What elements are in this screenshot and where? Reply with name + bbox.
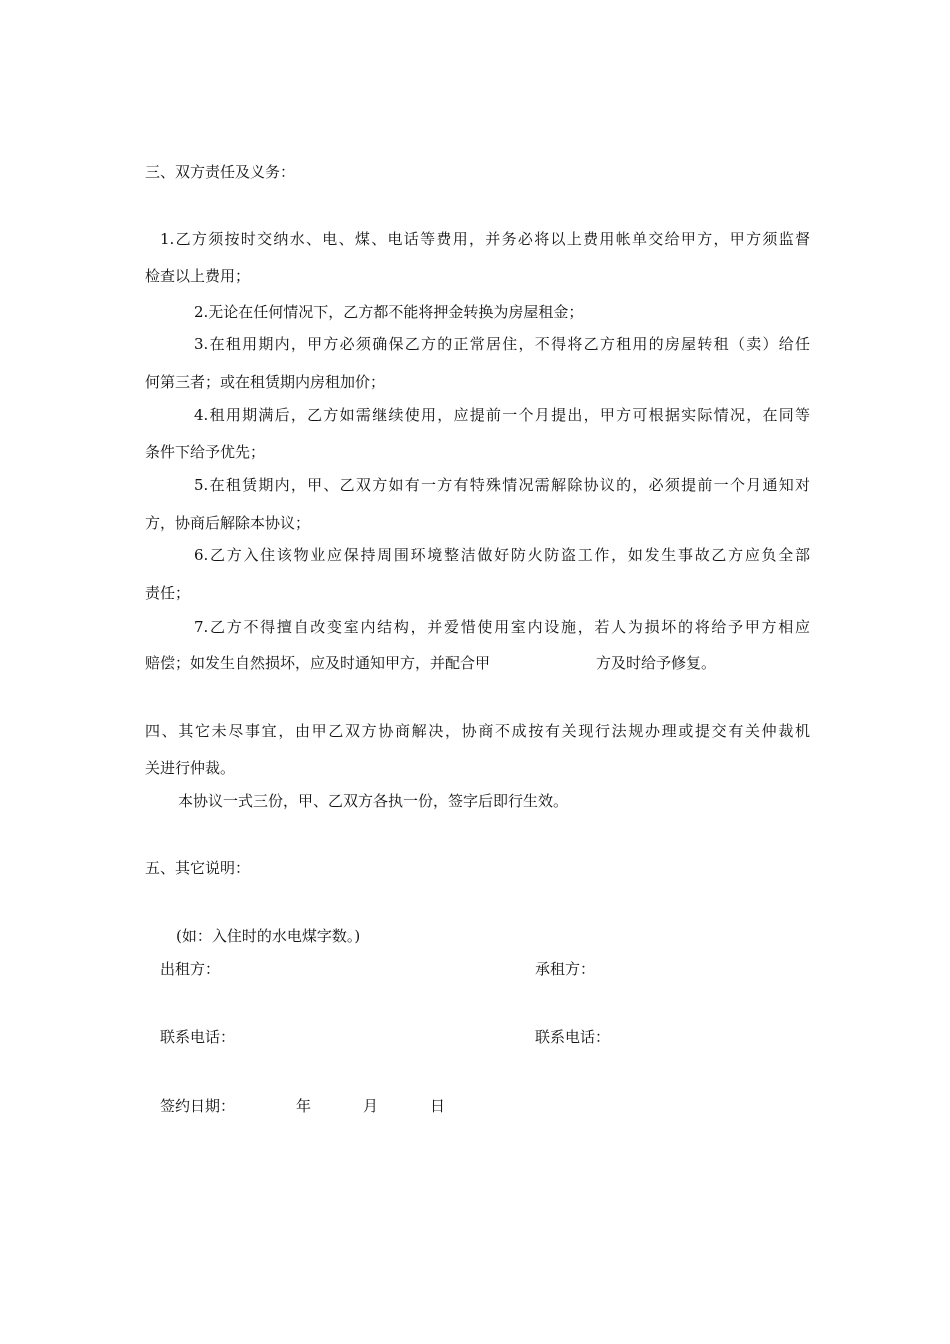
copies-statement: 本协议一式三份，甲、乙双方各执一份，签字后即行生效。	[178, 792, 569, 810]
item4-line2: 条件下给予优先；	[145, 443, 266, 461]
item6-line2: 责任；	[145, 584, 191, 602]
item3-line2: 何第三者；或在租赁期内房租加价；	[145, 373, 386, 391]
date-day: 日	[430, 1097, 446, 1115]
date-month: 月	[363, 1097, 379, 1115]
item2: 2.无论在任何情况下，乙方都不能将押金转换为房屋租金；	[194, 303, 584, 321]
item1-line2: 检查以上费用；	[145, 267, 251, 285]
section3-heading: 三、双方责任及义务：	[145, 163, 296, 181]
section5-heading: 五、其它说明：	[145, 859, 251, 877]
date-year: 年	[296, 1097, 312, 1115]
item1-line1: 1.乙方须按时交纳水、电、煤、电话等费用，并务必将以上费用帐单交给甲方，甲方须监督	[160, 230, 810, 248]
item7-line2b: 方及时给予修复。	[596, 654, 717, 672]
item7-line2a: 赔偿；如发生自然损坏，应及时通知甲方，并配合甲	[145, 654, 491, 672]
section5-note: (如：入住时的水电煤字数。)	[176, 927, 361, 945]
item3-line1: 3.在租用期内，甲方必须确保乙方的正常居住，不得将乙方租用的房屋转租（卖）给任	[194, 335, 810, 353]
item4-line1: 4.租用期满后，乙方如需继续使用，应提前一个月提出，甲方可根据实际情况，在同等	[194, 406, 810, 424]
section4-line1: 四、其它未尽事宜，由甲乙双方协商解决，协商不成按有关现行法规办理或提交有关仲裁机	[145, 722, 810, 740]
lessor-label: 出租方：	[160, 960, 221, 978]
item5-line1: 5.在租赁期内，甲、乙双方如有一方有特殊情况需解除协议的，必须提前一个月通知对	[194, 476, 810, 494]
date-label: 签约日期：	[160, 1097, 236, 1115]
phone-label-left: 联系电话：	[160, 1028, 236, 1046]
phone-label-right: 联系电话：	[535, 1028, 611, 1046]
item5-line2: 方，协商后解除本协议；	[145, 514, 311, 532]
item7-line1: 7.乙方不得擅自改变室内结构，并爱惜使用室内设施，若人为损坏的将给予甲方相应	[194, 618, 810, 636]
item6-line1: 6.乙方入住该物业应保持周围环境整洁做好防火防盗工作，如发生事故乙方应负全部	[194, 546, 810, 564]
lessee-label: 承租方：	[535, 960, 596, 978]
section4-line2: 关进行仲裁。	[145, 759, 236, 777]
